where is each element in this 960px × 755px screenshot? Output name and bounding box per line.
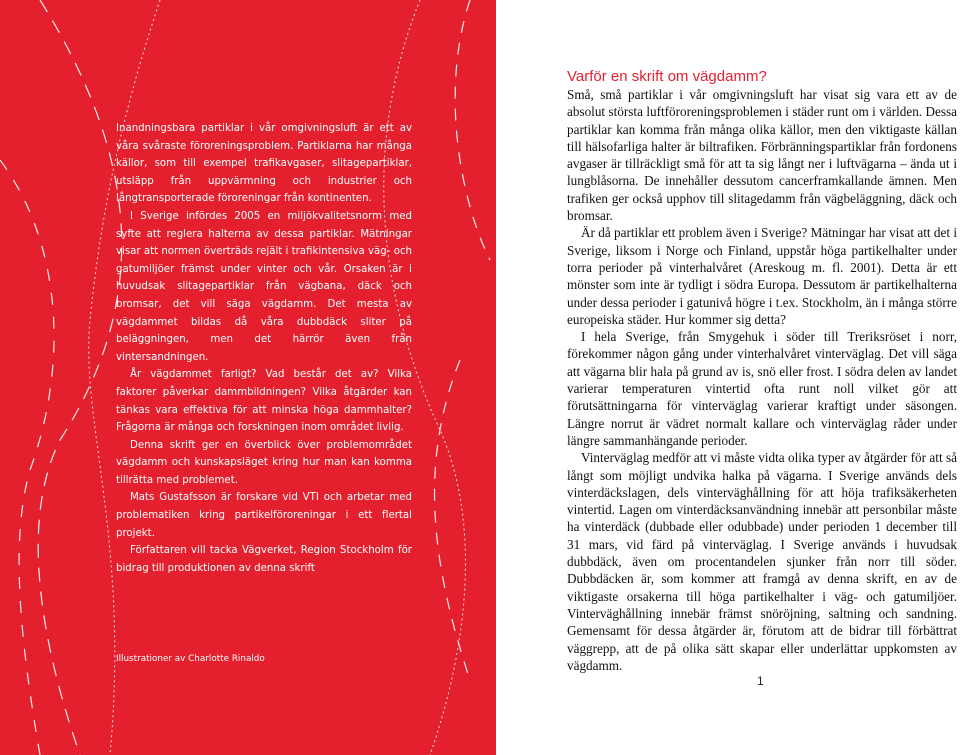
illustration-credit: Illustrationer av Charlotte Rinaldo [116, 654, 265, 664]
article-paragraph: Är då partiklar ett problem även i Sverige? Mätningar har visat att det i Sverige, liksom i Norge och Finland, uppstår höga partikelhalter under torra perioder på vinterhalvåret (Areskoug m. fl. 2001). Detta är ett mönster som inte är tydligt i södra Europa. Dessutom är partikelhalterna under dessa perioder i gatunivå högre i t.ex. Stockholm, än i många större europeiska städer. Hur kommer sig detta? [567, 225, 957, 327]
intro-paragraph: Mats Gustafsson är forskare vid VTI och arbetar med problematiken kring partikelföroreningar i ett flertal projekt. [116, 492, 412, 539]
intro-paragraph: I Sverige infördes 2005 en miljökvalitetsnorm med syfte att reglera halterna av dessa partiklar. Mätningar visar att normen överträds rejält i trafikintensiva väg- och gatumiljöer främst under vinter och vår. Orsaken är i huvudsak slitagepartiklar från vägbana, däck och bromsar, det vill säga vägdamm. Det mesta av vägdammet bildas då våra dubbdäck sliter på beläggningen, men det härrör även från vintersandningen. [116, 210, 412, 363]
intro-paragraph: År vägdammet farligt? Vad består det av? Vilka faktorer påverkar dammbildningen? Vilka åtgärder kan tänkas vara effektiva för att minska höga dammhalter? Frågorna är många och forskningen inom området livlig. [116, 369, 412, 434]
article-paragraph: Vinterväglag medför att vi måste vidta olika typer av åtgärder för att så långt som möjligt undvika halka på vägarna. I Sverige används dels vinterdäckslagen, dels vinterväghållning för att höja trafiksäkerheten vintertid. Lagen om vinterdäcksanvändning innebär att personbilar måste ha vinterdäck (dubbade eller odubbade) under perioden 1 december till 31 mars, vid färd på vinterväglag. I Sverige används i huvudsak dubbdäck, även om procentandelen sjunker från norr till söder. Dubbdäcken är, som kommer att framgå av denna skrift, en av de viktigaste orsakerna till höga partikelhalter i väg- och gatumiljöer. Vinterväghållning innebär främst snöröjning, saltning och sandning. Gemensamt för dessa åtgärder är, förutom att de bidrar till förbättrat väggrepp, att de på olika sätt skapar eller underlättar uppkomsten av vägdamm. [567, 450, 957, 673]
article-body [567, 86, 957, 674]
article-heading: Varför en skrift om vägdamm? [567, 68, 767, 85]
intro-paragraph: Inandningsbara partiklar i vår omgivningsluft är ett av våra svåraste föroreningsproblem. Partiklarna har många källor, som till exempel trafikavgaser, slitagepartiklar, utsläpp från uppvärmning och industrier och långtransporterade föroreningar från kontinenten. [116, 123, 412, 205]
intro-paragraph: Författaren vill tacka Vägverket, Region Stockholm för bidrag till produktionen av denna skrift [116, 545, 412, 574]
page-number: 1 [757, 674, 764, 688]
intro-text [116, 120, 412, 577]
article-paragraph: Små, små partiklar i vår omgivningsluft har visat sig vara ett av de absolut största luftföroreningsproblemen i städer runt om i världen. Dessa partiklar kan komma från många olika källor, men den viktigaste källan till hälsofarliga halter är biltrafiken. Förbränningspartiklar från fordonens avgaser är tillräckligt små för att ta sig långt ner i luftvägarna – ända ut i lungblåsorna. De innehåller dessutom cancerframkallande ämnen. Men trafiken ger också upphov till slitagedamm från vägbeläggning, däck och bromsar. [567, 87, 957, 224]
main-article [567, 68, 957, 674]
intro-paragraph: Denna skrift ger en överblick över problemområdet vägdamm och kunskapsläget kring hur man kan komma tillrätta med problemet. [116, 439, 412, 486]
article-paragraph: I hela Sverige, från Smygehuk i söder till Treriksröset i norr, förekommer någon gång under vinterhalvåret vinterväglag. Det vill säga att vägarna blir hala på grund av is, snö eller frost. I södra delen av landet varierar temperaturen vintertid ofta runt noll vilket gör att förutsättningarna för vinterväglag varierar kraftigt under säsongen. Längre norrut är vädret normalt kallare och vinterväglag råder under längre sammanhängande perioder. [567, 329, 957, 448]
